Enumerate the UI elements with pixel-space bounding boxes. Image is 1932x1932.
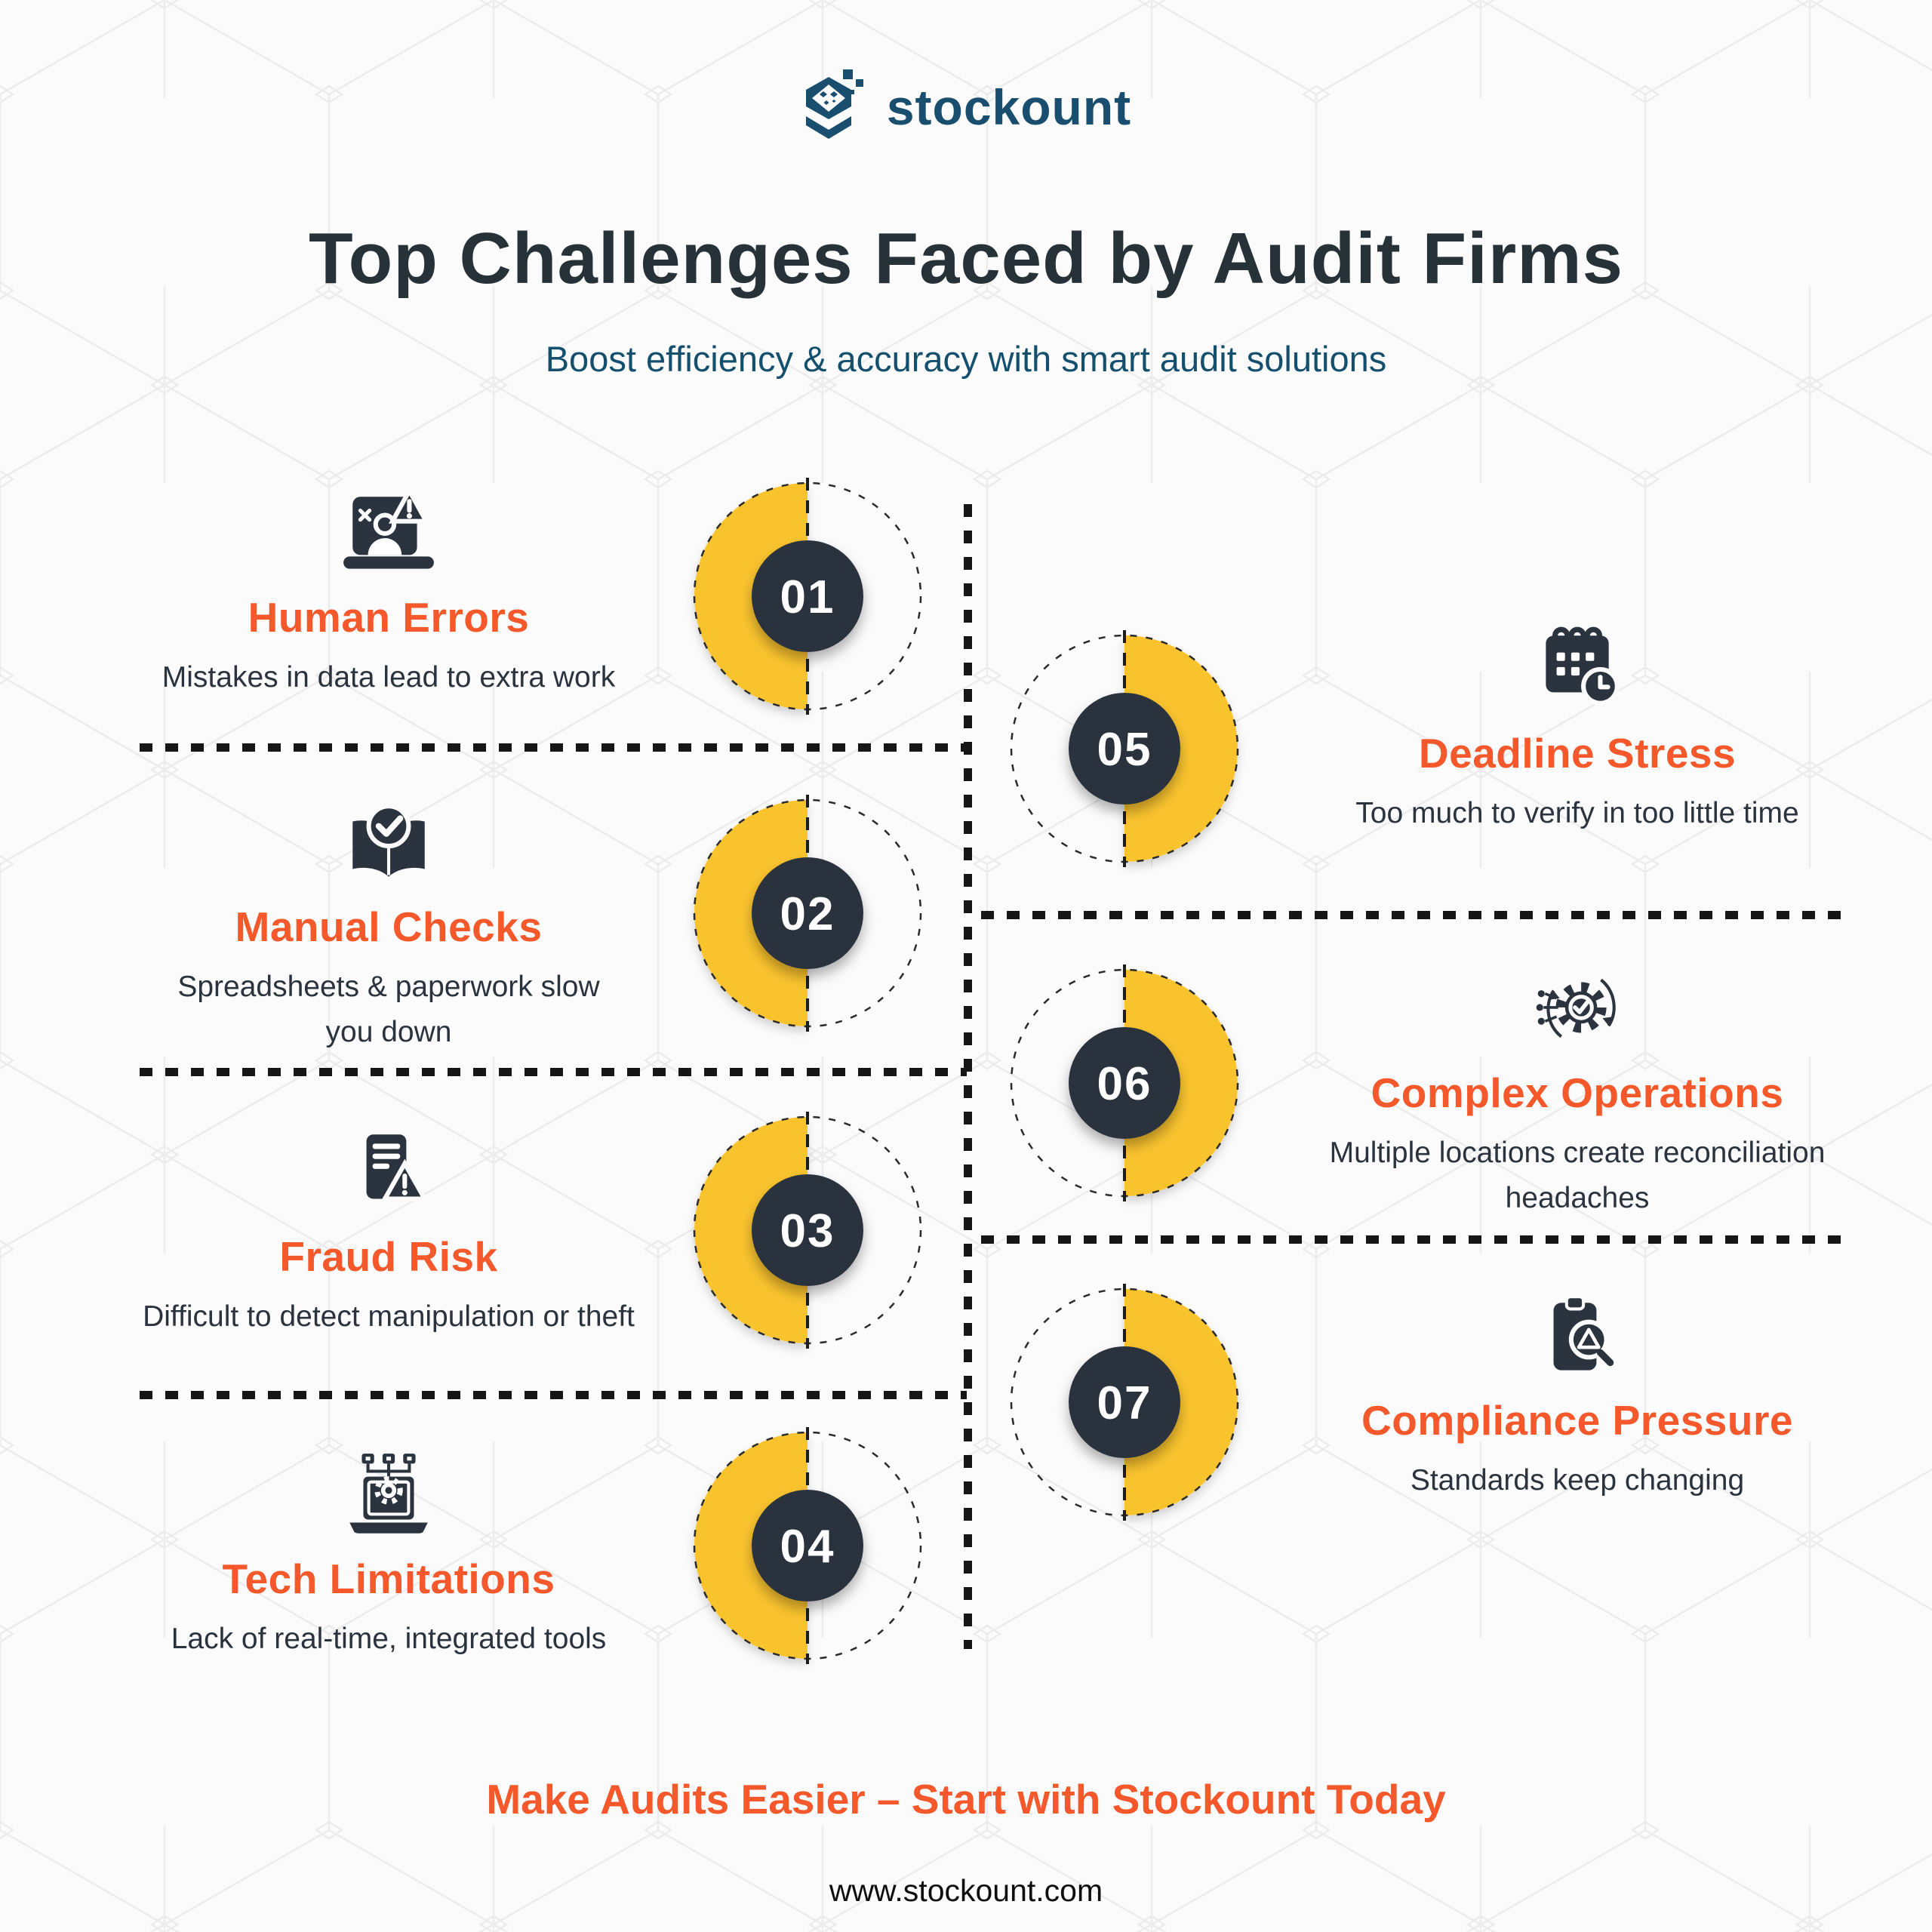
challenge-item-manual-checks — [49, 791, 728, 1056]
challenge-item-human-errors — [49, 481, 728, 700]
challenge-item-compliance-pressure — [1238, 1284, 1917, 1503]
challenge-description: Mistakes in data lead to extra work — [162, 661, 616, 694]
challenge-title: Compliance Pressure — [1361, 1397, 1793, 1444]
challenge-item-complex-operations — [1238, 957, 1917, 1222]
challenge-item-fraud-risk — [49, 1121, 728, 1340]
medallion-06 — [1004, 962, 1245, 1204]
left-divider-3 — [140, 1391, 967, 1399]
challenge-number: 07 — [1097, 1377, 1152, 1429]
left-divider-2 — [140, 1068, 967, 1076]
challenge-description: Spreadsheets & paperwork slow you down — [177, 971, 600, 1049]
challenge-description: Lack of real-time, integrated tools — [171, 1623, 607, 1655]
footer-cta: Make Audits Easier – Start with Stockount Today — [486, 1776, 1446, 1823]
medallion-05 — [1004, 628, 1245, 869]
challenge-description: Difficult to detect manipulation or theft — [143, 1300, 635, 1333]
challenge-number: 06 — [1097, 1058, 1152, 1110]
logo-text: stockount — [886, 79, 1132, 135]
clipboard-audit-icon — [1527, 1284, 1627, 1384]
challenge-description: Too much to verify in too little time — [1355, 797, 1799, 829]
challenge-number: 03 — [780, 1205, 835, 1257]
laptop-user-error-icon — [339, 481, 438, 581]
challenge-title: Manual Checks — [235, 903, 543, 950]
laptop-gear-icon — [339, 1443, 438, 1543]
challenge-number: 01 — [780, 571, 835, 623]
right-divider-1 — [981, 911, 1846, 919]
medallion-04 — [687, 1425, 928, 1666]
challenge-item-deadline-stress — [1238, 617, 1917, 836]
challenge-title: Complex Operations — [1371, 1069, 1784, 1116]
medallion-02 — [687, 792, 928, 1034]
brand-logo — [0, 69, 1932, 145]
challenge-item-tech-limitations — [49, 1443, 728, 1662]
medallion-03 — [687, 1109, 928, 1351]
left-divider-1 — [140, 743, 967, 752]
challenge-description: Standards keep changing — [1410, 1464, 1745, 1497]
right-divider-2 — [981, 1235, 1846, 1244]
center-vertical-divider — [964, 504, 972, 1649]
challenge-number: 04 — [780, 1521, 835, 1573]
document-warning-icon — [339, 1121, 438, 1220]
challenge-title: Tech Limitations — [222, 1555, 555, 1602]
page-subtitle: Boost efficiency & accuracy with smart audit solutions — [545, 339, 1387, 379]
challenge-description: Multiple locations create reconciliation headaches — [1329, 1137, 1826, 1215]
medallion-07 — [1004, 1281, 1245, 1523]
stockount-cube-logo-icon — [801, 69, 870, 145]
challenge-title: Human Errors — [248, 594, 530, 641]
medallion-01 — [687, 475, 928, 717]
challenge-title: Deadline Stress — [1418, 730, 1737, 777]
footer-website: www.stockount.com — [829, 1873, 1103, 1908]
gear-sync-icon — [1527, 957, 1627, 1057]
challenge-title: Fraud Risk — [279, 1233, 498, 1280]
challenge-number: 02 — [780, 888, 835, 940]
calendar-clock-icon — [1527, 617, 1627, 717]
book-check-icon — [339, 791, 438, 891]
challenge-number: 05 — [1097, 724, 1152, 776]
page-title: Top Challenges Faced by Audit Firms — [309, 218, 1623, 299]
